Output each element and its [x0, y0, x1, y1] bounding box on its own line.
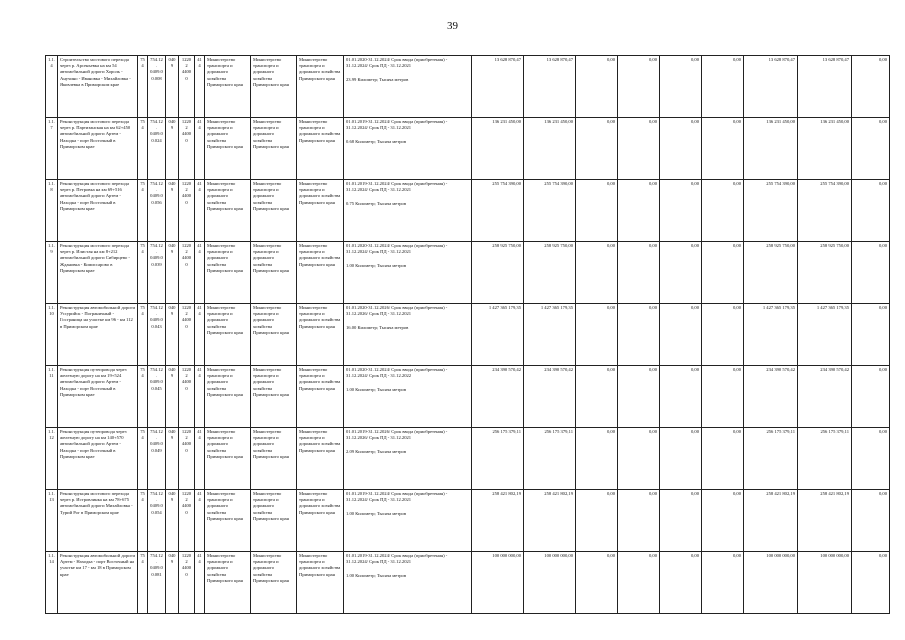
cell-year-2021: 0,00	[576, 366, 618, 428]
cell-object-name: Реконструкция мостового перехода через р. Петровка на км 69+516 автомобильной дороги Артем - Находка - порт Восточный в Приморском крае	[58, 180, 138, 242]
cell-year-2023: 0,00	[660, 490, 702, 552]
cell-recipient: Министерство транспорта и дорожного хозяйства Приморского края	[297, 490, 344, 552]
table-row	[46, 242, 890, 304]
cell-code-a: 754	[138, 366, 148, 428]
cell-code-d: 12202 44000	[179, 552, 195, 614]
cell-year-2022: 0,00	[618, 242, 660, 304]
cell-federal: 258 925 750,00	[744, 242, 798, 304]
cell-year-2022: 0,00	[618, 118, 660, 180]
cell-total: 1 427 365 179,35	[524, 304, 576, 366]
cell-other: 0,00	[852, 242, 890, 304]
cell-code-e: 414	[195, 242, 205, 304]
cell-year-2024: 0,00	[702, 552, 744, 614]
cell-year-2023: 0,00	[660, 180, 702, 242]
cell-code-b: 754.12. 0409.0 0.049	[148, 428, 166, 490]
cell-total: 100 000 000,00	[524, 552, 576, 614]
cell-cost-estimate: 136 231 450,00	[472, 118, 524, 180]
cell-recipient: Министерство транспорта и дорожного хозяйства Приморского края	[297, 428, 344, 490]
cell-period: 01.01.2019-31.12.2024/ Срок ввода (приобретения) - 31.12.2024/ Срок ПД - 31.12.2021 1.00 Километр; Тысяча метров	[344, 552, 472, 614]
cell-year-2023: 0,00	[660, 118, 702, 180]
cell-customer: Министерство транспорта и дорожного хозяйства Приморского края	[205, 118, 251, 180]
cell-recipient: Министерство транспорта и дорожного хозяйства Приморского края	[297, 552, 344, 614]
cell-code-e: 414	[195, 490, 205, 552]
cell-object-name: Строительство мостового перехода через р. Арсеньевка на км 54 автомобильной дороги Хороль - Анучино - Ивановка - Михайловка - Яковлевка в Приморском крае	[58, 56, 138, 118]
cell-object-name: Реконструкция путепровода через железную дорогу на км 140+570 автомобильной дороги Артем - Находка - порт Восточный в Приморском крае	[58, 428, 138, 490]
cell-year-2023: 0,00	[660, 366, 702, 428]
cell-total: 255 754 390,00	[524, 180, 576, 242]
cell-customer: Министерство транспорта и дорожного хозяйства Приморского края	[205, 56, 251, 118]
table-row	[46, 56, 890, 118]
cell-recipient: Министерство транспорта и дорожного хозяйства Приморского края	[297, 180, 344, 242]
cell-code-d: 12202 44000	[179, 304, 195, 366]
cell-cost-estimate: 258 421 802,19	[472, 490, 524, 552]
cell-year-2022: 0,00	[618, 366, 660, 428]
cell-regional: 136 231 450,00	[798, 118, 852, 180]
cell-other: 0,00	[852, 490, 890, 552]
cell-cost-estimate: 1 427 365 179,35	[472, 304, 524, 366]
cell-code-b: 754.12. 0409.0 0.081	[148, 552, 166, 614]
cell-code-d: 12202 44000	[179, 118, 195, 180]
cell-code-c: 0409	[166, 118, 179, 180]
cell-regional: 255 754 390,00	[798, 180, 852, 242]
cell-federal: 234 390 570,42	[744, 366, 798, 428]
cell-year-2024: 0,00	[702, 242, 744, 304]
cell-code-e: 414	[195, 428, 205, 490]
cell-period: 01.01.2019-31.12.2024/ Срок ввода (приобретения) - 31.12.2024/ Срок ПД - 31.12.2021 0.75 Километр; Тысяча метров	[344, 180, 472, 242]
cell-year-2024: 0,00	[702, 490, 744, 552]
cell-row-number: 1.1. 14	[46, 552, 58, 614]
cell-other: 0,00	[852, 304, 890, 366]
cell-year-2021: 0,00	[576, 428, 618, 490]
cell-period: 01.01.2019-31.12.2024/ Срок ввода (приобретения) - 31.12.2024/ Срок ПД - 31.12.2021 0.68 Километр; Тысяча метров	[344, 118, 472, 180]
cell-customer: Министерство транспорта и дорожного хозяйства Приморского края	[205, 366, 251, 428]
cell-code-c: 0409	[166, 552, 179, 614]
table-row	[46, 552, 890, 614]
cell-code-a: 754	[138, 304, 148, 366]
cell-row-number: 1.1. 11	[46, 366, 58, 428]
cell-code-d: 12202 44000	[179, 180, 195, 242]
cell-total: 234 390 570,42	[524, 366, 576, 428]
cell-code-d: 12202 44000	[179, 242, 195, 304]
cell-year-2022: 0,00	[618, 428, 660, 490]
table-row	[46, 428, 890, 490]
cell-code-b: 754.12. 0409.0 0.054	[148, 490, 166, 552]
cell-other: 0,00	[852, 428, 890, 490]
cell-regional: 256 175 379,11	[798, 428, 852, 490]
cell-year-2022: 0,00	[618, 304, 660, 366]
cell-customer: Министерство транспорта и дорожного хозяйства Приморского края	[205, 180, 251, 242]
cell-customer: Министерство транспорта и дорожного хозяйства Приморского края	[205, 490, 251, 552]
cell-code-b: 754.12. 0409.0 0.045	[148, 366, 166, 428]
cell-year-2024: 0,00	[702, 428, 744, 490]
cell-code-e: 414	[195, 56, 205, 118]
cell-row-number: 1.1. 13	[46, 490, 58, 552]
cell-customer: Министерство транспорта и дорожного хозяйства Приморского края	[205, 242, 251, 304]
cell-code-b: 754.12. 0409.0 0.039	[148, 242, 166, 304]
cell-regional: 1 427 365 179,35	[798, 304, 852, 366]
cell-object-name: Реконструкция мостового перехода через р. Партизанская на км 62+450 автомобильной дороги Артем - Находка - порт Восточный в Приморском крае	[58, 118, 138, 180]
cell-year-2021: 0,00	[576, 490, 618, 552]
cell-year-2023: 0,00	[660, 428, 702, 490]
cell-code-e: 414	[195, 366, 205, 428]
cell-year-2022: 0,00	[618, 490, 660, 552]
cell-code-b: 754.12. 0409.0 0.024	[148, 118, 166, 180]
cell-object-name: Реконструкция мостового перехода через р. Илистая на км 8+212 автомобильной дороги Сибирцево - Ждановка - Комиссарово в Приморском крае	[58, 242, 138, 304]
cell-year-2024: 0,00	[702, 56, 744, 118]
cell-other: 0,00	[852, 552, 890, 614]
cell-code-d: 12202 44000	[179, 366, 195, 428]
cell-row-number: 1.1. 12	[46, 428, 58, 490]
cell-code-e: 414	[195, 180, 205, 242]
cell-year-2023: 0,00	[660, 552, 702, 614]
cell-cost-estimate: 255 754 390,00	[472, 180, 524, 242]
cell-row-number: 1.1. 10	[46, 304, 58, 366]
cell-other: 0,00	[852, 118, 890, 180]
cell-code-c: 0409	[166, 490, 179, 552]
cell-row-number: 1.1. 4	[46, 56, 58, 118]
investment-table	[45, 55, 890, 614]
cell-year-2021: 0,00	[576, 56, 618, 118]
cell-regional: 234 390 570,42	[798, 366, 852, 428]
cell-federal: 256 175 379,11	[744, 428, 798, 490]
cell-developer: Министерство транспорта и дорожного хозяйства Приморского края	[251, 552, 297, 614]
cell-code-d: 12202 44000	[179, 428, 195, 490]
cell-code-a: 754	[138, 56, 148, 118]
cell-cost-estimate: 100 000 000,00	[472, 552, 524, 614]
cell-code-a: 754	[138, 118, 148, 180]
cell-code-a: 754	[138, 552, 148, 614]
table-row	[46, 490, 890, 552]
cell-year-2022: 0,00	[618, 180, 660, 242]
cell-developer: Министерство транспорта и дорожного хозяйства Приморского края	[251, 56, 297, 118]
cell-total: 258 421 802,19	[524, 490, 576, 552]
cell-period: 01.01.2020-31.12.2026/ Срок ввода (приобретения) - 31.12.2026/ Срок ПД - 31.12.2021 16.00 Километр; Тысяча метров	[344, 304, 472, 366]
cell-recipient: Министерство транспорта и дорожного хозяйства Приморского края	[297, 304, 344, 366]
cell-recipient: Министерство транспорта и дорожного хозяйства Приморского края	[297, 366, 344, 428]
cell-year-2024: 0,00	[702, 304, 744, 366]
cell-year-2021: 0,00	[576, 242, 618, 304]
cell-period: 01.01.2019-31.12.2024/ Срок ввода (приобретения) - 31.12.2024/ Срок ПД - 31.12.2021 1.00 Километр; Тысяча метров	[344, 490, 472, 552]
cell-regional: 100 000 000,00	[798, 552, 852, 614]
cell-year-2023: 0,00	[660, 304, 702, 366]
cell-federal: 13 628 870,47	[744, 56, 798, 118]
cell-code-c: 0409	[166, 56, 179, 118]
cell-federal: 258 421 802,19	[744, 490, 798, 552]
cell-customer: Министерство транспорта и дорожного хозяйства Приморского края	[205, 428, 251, 490]
cell-code-a: 754	[138, 242, 148, 304]
cell-cost-estimate: 13 628 870,47	[472, 56, 524, 118]
cell-code-c: 0409	[166, 428, 179, 490]
cell-code-a: 754	[138, 180, 148, 242]
cell-year-2021: 0,00	[576, 552, 618, 614]
cell-customer: Министерство транспорта и дорожного хозяйства Приморского края	[205, 304, 251, 366]
cell-code-b: 754.12. 0409.0 0.043	[148, 304, 166, 366]
cell-year-2021: 0,00	[576, 180, 618, 242]
cell-year-2022: 0,00	[618, 56, 660, 118]
cell-object-name: Реконструкция автомобильной дороги Уссурийск - Пограничный - Госграница на участке км 96 - км 112 в Приморском крае	[58, 304, 138, 366]
cell-developer: Министерство транспорта и дорожного хозяйства Приморского края	[251, 304, 297, 366]
cell-developer: Министерство транспорта и дорожного хозяйства Приморского края	[251, 428, 297, 490]
cell-year-2021: 0,00	[576, 304, 618, 366]
cell-recipient: Министерство транспорта и дорожного хозяйства Приморского края	[297, 118, 344, 180]
cell-total: 256 175 379,11	[524, 428, 576, 490]
cell-code-d: 12202 44000	[179, 490, 195, 552]
cell-regional: 13 628 870,47	[798, 56, 852, 118]
page-number: 39	[447, 20, 458, 32]
table-row	[46, 118, 890, 180]
cell-total: 13 628 870,47	[524, 56, 576, 118]
cell-code-a: 754	[138, 428, 148, 490]
cell-period: 01.01.2020-31.12.2024/ Срок ввода (приобретения) - 31.12.2024/ Срок ПД - 31.12.2021 23.99 Километр; Тысяча метров	[344, 56, 472, 118]
cell-object-name: Реконструкция мостового перехода через р. Истровлинка на км 78+675 автомобильной дороги Михайловка - Турий Рог в Приморском крае	[58, 490, 138, 552]
cell-code-c: 0409	[166, 366, 179, 428]
cell-row-number: 1.1. 8	[46, 180, 58, 242]
cell-other: 0,00	[852, 366, 890, 428]
cell-code-e: 414	[195, 118, 205, 180]
cell-code-b: 754.12. 0409.0 0.056	[148, 180, 166, 242]
cell-other: 0,00	[852, 56, 890, 118]
cell-row-number: 1.1. 9	[46, 242, 58, 304]
table-row	[46, 366, 890, 428]
cell-total: 136 231 450,00	[524, 118, 576, 180]
cell-year-2022: 0,00	[618, 552, 660, 614]
cell-developer: Министерство транспорта и дорожного хозяйства Приморского края	[251, 180, 297, 242]
cell-regional: 258 421 802,19	[798, 490, 852, 552]
cell-federal: 136 231 450,00	[744, 118, 798, 180]
cell-other: 0,00	[852, 180, 890, 242]
cell-code-d: 12202 44000	[179, 56, 195, 118]
cell-year-2024: 0,00	[702, 118, 744, 180]
cell-object-name: Реконструкция автомобильной дороги Артем - Находка - порт Восточный на участке км 17 - км 18 в Приморском крае	[58, 552, 138, 614]
cell-year-2024: 0,00	[702, 366, 744, 428]
cell-cost-estimate: 234 390 570,42	[472, 366, 524, 428]
cell-code-b: 754.12. 0409.0 0.008	[148, 56, 166, 118]
cell-period: 01.01.2020-31.12.2024/ Срок ввода (приобретения) - 31.12.2024/ Срок ПД - 31.12.2022 1.00 Километр; Тысяча метров	[344, 366, 472, 428]
cell-row-number: 1.1. 7	[46, 118, 58, 180]
cell-code-c: 0409	[166, 242, 179, 304]
cell-recipient: Министерство транспорта и дорожного хозяйства Приморского края	[297, 56, 344, 118]
cell-federal: 255 754 390,00	[744, 180, 798, 242]
cell-federal: 1 427 365 179,35	[744, 304, 798, 366]
cell-year-2023: 0,00	[660, 56, 702, 118]
cell-year-2023: 0,00	[660, 242, 702, 304]
cell-code-e: 414	[195, 304, 205, 366]
cell-regional: 258 925 750,00	[798, 242, 852, 304]
cell-developer: Министерство транспорта и дорожного хозяйства Приморского края	[251, 490, 297, 552]
cell-cost-estimate: 258 925 750,00	[472, 242, 524, 304]
table-row	[46, 304, 890, 366]
cell-period: 01.01.2019-31.12.2026/ Срок ввода (приобретения) - 31.12.2026/ Срок ПД - 31.12.2021 2.09 Километр; Тысяча метров	[344, 428, 472, 490]
cell-code-e: 414	[195, 552, 205, 614]
cell-developer: Министерство транспорта и дорожного хозяйства Приморского края	[251, 366, 297, 428]
cell-year-2021: 0,00	[576, 118, 618, 180]
cell-period: 01.01.2020-31.12.2024/ Срок ввода (приобретения) - 31.12.2024/ Срок ПД - 31.12.2021 1.00 Километр; Тысяча метров	[344, 242, 472, 304]
cell-recipient: Министерство транспорта и дорожного хозяйства Приморского края	[297, 242, 344, 304]
cell-object-name: Реконструкция путепровода через железную дорогу на км 19+524 автомобильной дороги Артем - Находка - порт Восточный в Приморском крае	[58, 366, 138, 428]
cell-federal: 100 000 000,00	[744, 552, 798, 614]
cell-developer: Министерство транспорта и дорожного хозяйства Приморского края	[251, 118, 297, 180]
cell-year-2024: 0,00	[702, 180, 744, 242]
cell-code-c: 0409	[166, 180, 179, 242]
cell-customer: Министерство транспорта и дорожного хозяйства Приморского края	[205, 552, 251, 614]
cell-cost-estimate: 256 175 379,11	[472, 428, 524, 490]
cell-code-a: 754	[138, 490, 148, 552]
cell-total: 258 925 750,00	[524, 242, 576, 304]
table-row	[46, 180, 890, 242]
cell-developer: Министерство транспорта и дорожного хозяйства Приморского края	[251, 242, 297, 304]
cell-code-c: 0409	[166, 304, 179, 366]
